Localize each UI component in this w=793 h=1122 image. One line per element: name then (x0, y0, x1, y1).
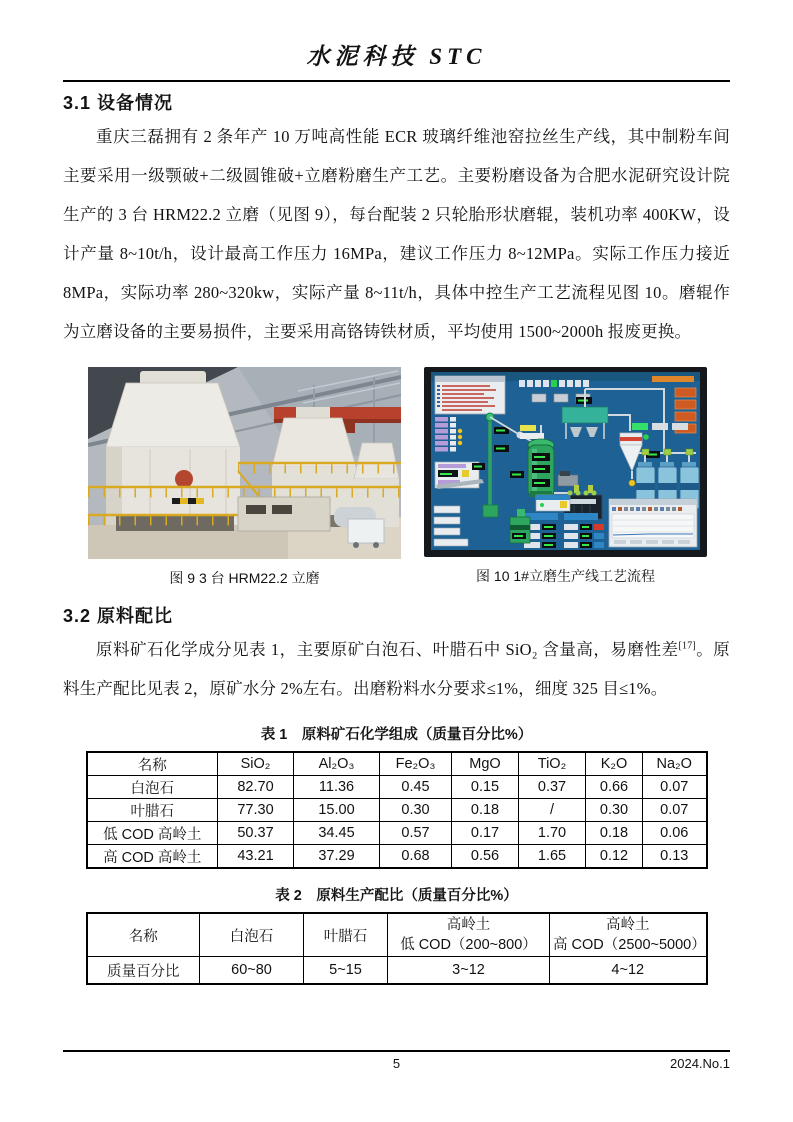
table-row (87, 957, 707, 985)
table-cell: 11.36 (294, 776, 380, 799)
figures-row (88, 367, 730, 588)
table-cell: 60~80 (200, 957, 304, 985)
table-cell: 77.30 (218, 799, 294, 822)
header-line: 高岭土 (446, 917, 491, 933)
table-cell: / (519, 799, 586, 822)
paragraph-segment: 原料矿石化学成分见表 1，主要原矿白泡石、叶腊石中 SiO₂ 含量高，易磨性差 (96, 640, 679, 659)
table-row (87, 913, 707, 957)
section-3-2-heading: 3.2 原料配比 (63, 606, 174, 626)
table-row (87, 752, 707, 776)
table-cell: 白泡石 (87, 776, 218, 799)
table-header-cell: Na₂O (643, 752, 707, 776)
table-cell: 0.13 (643, 845, 707, 869)
table-cell: 50.37 (218, 822, 294, 845)
figure-10 (424, 367, 707, 586)
table-cell: 高 COD 高岭土 (87, 845, 218, 869)
table-cell: 0.17 (452, 822, 519, 845)
paragraph-segment: 。原料生产配比见表 2，原矿水分 2%左右。出磨粉料水分要求≤1%，细度 325 目≤1%。 (63, 640, 730, 698)
table-cell: 82.70 (218, 776, 294, 799)
status-labels-above-tanks (632, 423, 688, 430)
table-cell: 0.30 (586, 799, 643, 822)
timestamp-text (652, 376, 694, 382)
table-header-cell: 名称 (87, 752, 218, 776)
table-header-cell: 白泡石 (200, 913, 304, 957)
table-row (87, 822, 707, 845)
table-header-cell: Al₂O₃ (294, 752, 380, 776)
figure-10-caption: 图 10 1#立磨生产线工艺流程 (476, 568, 655, 584)
table-row (87, 799, 707, 822)
table-cell: 5~15 (304, 957, 388, 985)
table-cell: 0.07 (643, 776, 707, 799)
table-cell: 1.70 (519, 822, 586, 845)
table-cell: 43.21 (218, 845, 294, 869)
table-cell: 0.18 (586, 822, 643, 845)
trend-chart-window (609, 499, 697, 547)
journal-header-title: 水泥科技 STC (306, 44, 487, 69)
table-cell: 0.30 (380, 799, 452, 822)
table-header-cell (388, 913, 550, 957)
table-row (87, 776, 707, 799)
table-cell: 15.00 (294, 799, 380, 822)
table-cell: 低 COD 高岭土 (87, 822, 218, 845)
dcs-screenshot (424, 367, 707, 557)
table-cell: 0.06 (643, 822, 707, 845)
table-1-ore-chemistry (86, 751, 708, 869)
figure-9 (88, 367, 401, 588)
hazard-stripe-bar (172, 498, 204, 504)
table-cell: 0.15 (452, 776, 519, 799)
table-header-cell: SiO₂ (218, 752, 294, 776)
section-3-1-paragraph: 重庆三磊拥有 2 条年产 10 万吨高性能 ECR 玻璃纤维池窑拉丝生产线，其中制粉车间主要采用一级颚破+二级圆锥破+立磨粉磨生产工艺。主要粉磨设备为合肥水泥研究设计院生产的 3 台 HRM22.2 立磨（见图 9），每台配装 2 只轮胎形状磨辊，装机功率 400KW，设计产量 8~10t/h，设计最高工作压力 16MPa，建议工作压力 8~12MPa。实际工作压力接近 8MPa，实际功率 280~320kw，实际产量 8~11t/h，具体中控生产工艺流程见图 10。磨辊作为立磨设备的主要易损件，主要采用高铬铸铁材质，平均使用 1500~2000h 报废更换。 (63, 127, 730, 341)
table-cell: 0.57 (380, 822, 452, 845)
table-cell: 质量百分比 (87, 957, 200, 985)
table-cell: 0.45 (380, 776, 452, 799)
table-cell: 0.18 (452, 799, 519, 822)
table-cell: 0.68 (380, 845, 452, 869)
header-divider (63, 80, 730, 82)
table-cell: 4~12 (550, 957, 707, 985)
table-cell: 叶腊石 (87, 799, 218, 822)
page-footer (63, 1050, 730, 1071)
table-row (87, 845, 707, 869)
header-line: 高 COD（2500~5000） (553, 937, 706, 953)
table-2-mix-ratio (86, 912, 708, 985)
table-cell: 0.07 (643, 799, 707, 822)
table-header-cell: 叶腊石 (304, 913, 388, 957)
section-3-2-paragraph (63, 630, 730, 708)
table-1-caption: 表 1 原料矿石化学组成（质量百分比%） (260, 727, 533, 743)
page-number: 5 (392, 1056, 401, 1071)
table-cell: 34.45 (294, 822, 380, 845)
table-cell: 37.29 (294, 845, 380, 869)
alarm-window (435, 376, 505, 414)
table-header-cell: 名称 (87, 913, 200, 957)
citation-17: [17] (678, 640, 696, 652)
table-header-cell: K₂O (586, 752, 643, 776)
table-cell: 1.65 (519, 845, 586, 869)
header-line: 低 COD（200~800） (400, 937, 537, 953)
header-line: 高岭土 (606, 917, 650, 933)
issue-label: 2024.No.1 (670, 1056, 730, 1071)
table-2-caption: 表 2 原料生产配比（质量百分比%） (275, 888, 518, 904)
table-header-cell: MgO (452, 752, 519, 776)
vertical-mill-1 (106, 371, 240, 531)
table-cell: 0.12 (586, 845, 643, 869)
table-cell: 0.56 (452, 845, 519, 869)
section-3-1-heading: 3.1 设备情况 (63, 93, 174, 113)
table-cell: 0.37 (519, 776, 586, 799)
table-cell: 3~12 (388, 957, 550, 985)
table-header-cell (550, 913, 707, 957)
table-header-cell: TiO₂ (519, 752, 586, 776)
table-header-cell: Fe₂O₃ (380, 752, 452, 776)
factory-photo (88, 367, 401, 559)
table-cell: 0.66 (586, 776, 643, 799)
figure-9-caption: 图 9 3 台 HRM22.2 立磨 (169, 570, 320, 586)
